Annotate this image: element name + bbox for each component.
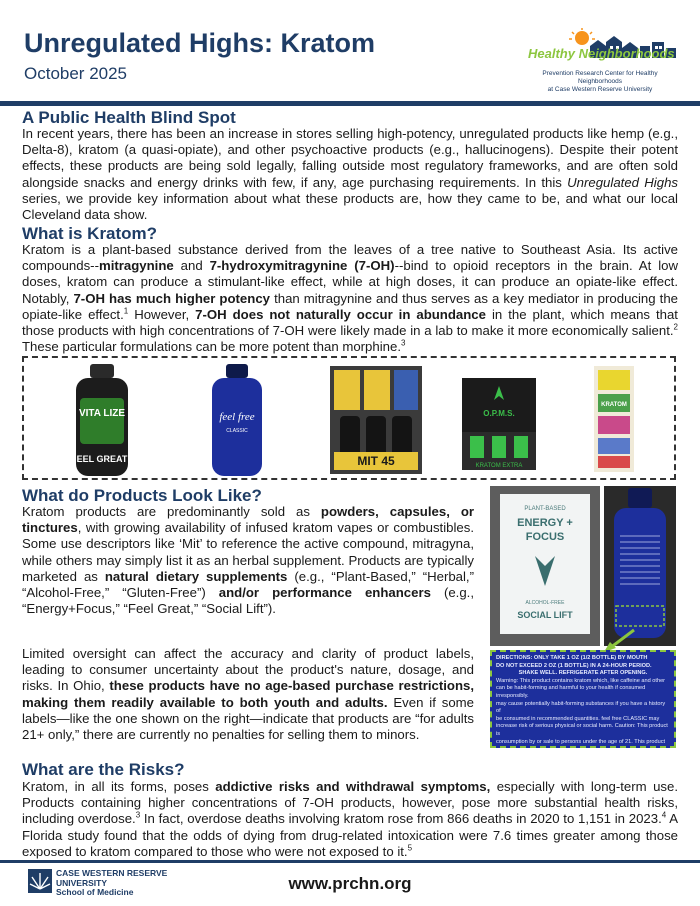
vita-lize-label: VITA LIZE: [78, 408, 126, 419]
section-text-blind-spot: In recent years, there has been an increase in stores selling high-potency, unregulated products like hemp (e.g., Delta-8), kratom (a quasi-opiate), and other psychoactive products (e.g., hallucinogens). Despite their potent effects, these products are being sold legally, falling outside most regulatory frameworks, and are often sold alongside snacks and energy drinks with few, if any, age purchasing requirements. In this Unregulated Highs series, we provide key information about what these products are, how they came to be, and what our local Cleveland data show.: [22, 126, 678, 223]
feel-great-label: EEL GREAT: [76, 454, 128, 464]
footer-divider: [0, 860, 700, 863]
feel-free-label: feel free: [219, 411, 255, 423]
website-link[interactable]: www.prchn.org: [288, 874, 412, 893]
section-text-risks: Kratom, in all its forms, poses addictive risks and withdrawal symptoms, especially with long-term use. Products containing higher concentrations of 7-OH products, however, pose more substantial health risks, including overdose.$^3$ In fact, overdose deaths involving kratom rose from 866 deaths in 2020 to 1,151 in 2023.$^4$ A Florida study found that the odds of dying from drug-related intoxication were 7.6 times greater among those exposed to kratom compared to those who were not exposed to it.$^5$: [22, 779, 679, 859]
social-lift-label: SOCIAL LIFT: [517, 610, 573, 620]
closeup-line: increase risk of serious physical or social harm. Caution: This product is: [496, 723, 668, 737]
plant-based-label: PLANT-BASED: [524, 506, 566, 512]
closeup-line: consumption by or sale to persons under the age of 21. This product: [496, 738, 666, 745]
closeup-line: SHAKE WELL. REFRIGERATE AFTER OPENING.: [518, 670, 648, 677]
section-heading-what-is-kratom: What is Kratom?: [22, 224, 158, 243]
page-title: Unregulated Highs: Kratom: [24, 28, 376, 58]
closeup-line: can be habit-forming and harmful to your health if consumed irresponsibly.: [496, 685, 646, 699]
opms-kratom-box-image: [458, 372, 540, 472]
focus-label: FOCUS: [525, 531, 565, 543]
warning-label-closeup: [490, 650, 676, 748]
energy-label: ENERGY +: [517, 517, 573, 529]
kratom-cards-image: [594, 366, 634, 472]
zoom-arrow-icon: [600, 628, 640, 652]
closeup-line: be consumed in recommended quantities. feel free CLASSIC may: [496, 715, 660, 722]
feel-free-bottle-back-photo: [604, 486, 676, 646]
classic-label: CLASSIC: [226, 428, 248, 434]
feel-free-bottle-image: [208, 364, 266, 476]
header-divider: [0, 101, 700, 106]
logo-subtitle: [520, 70, 680, 94]
closeup-line: Warning: This product contains kratom which, like caffeine and other: [496, 677, 666, 684]
alcohol-free-label: ALCOHOL-FREE: [525, 600, 565, 606]
section-text-labels-oversight: Limited oversight can affect the accuracy and clarity of product labels, leading to consumer uncertainty about the product's nature, dosage, and risks. In Ohio, these products have no age-based purchase restrictions, making them readily available to both youth and adults. Even if some labels—like the one shown on the right—indicate that products are “for adults 21+ only,” there are currently no penalties for selling them to minors.: [22, 646, 475, 743]
mit45-label: MIT 45: [357, 454, 395, 468]
closeup-line: may cause potentially habit-forming substances if you have a history of: [496, 700, 666, 715]
kratom-card-label: KRATOM: [601, 402, 627, 408]
opms-label: O.P.M.S.: [483, 409, 515, 418]
cwru-line-2: UNIVERSITY: [56, 877, 108, 888]
logo-subtitle-line-1: Prevention Research Center for Healthy Neighborhoods: [542, 70, 658, 85]
energy-focus-label-photo: [490, 486, 600, 646]
cwru-line-1: CASE WESTERN RESERVE: [56, 868, 168, 878]
section-text-what-is-kratom: Kratom is a plant-based substance derived from the leaves of a tree native to Southeast Asia. Its active compounds--mitragynine and 7-hydroxymitragynine (7-OH)--bind to opioid receptors in the brain. At low doses, kratom can produce a stimulant-like effect, while at high doses, it can produce an opiate-like effect. Notably, 7-OH has much higher potency than mitragynine and thus serves as a key mediator in producing the opiate-like effect.$^1$ However, 7-OH does not naturally occur in abundance in the plant, which means that those products with high concentrations of 7-OH were likely made in a lab to make it more economically salient.$^2$ These particular formulations can be more potent than morphine.$^3$: [22, 242, 678, 355]
logo-subtitle-line-2: at Case Western Reserve University: [547, 86, 653, 93]
section-heading-blind-spot: A Public Health Blind Spot: [22, 108, 236, 127]
section-heading-risks: What are the Risks?: [22, 760, 185, 779]
section-text-products-look: Kratom products are predominantly sold as powders, capsules, or tinctures, with growing availability of infused kratom vapes or combustibles. Some use descriptors like ‘Mit’ to reference the active compound, mitragyna, while others may simply list it as an herbal supplement. Products are typically marketed as natural dietary supplements (e.g., “Plant-Based,” “Herbal,” “Alcohol-Free,” “Gluten-Free”) and/or performance enhancers (e.g., “Energy+Focus,” “Feel Great,” “Social Lift”).: [22, 504, 475, 617]
closeup-line: DO NOT EXCEED 2 OZ (1 BOTTLE) IN A 24-HOUR PERIOD.: [496, 662, 652, 669]
cwru-line-3: School of Medicine: [56, 887, 134, 897]
section-heading-products-look: What do Products Look Like?: [22, 486, 262, 505]
kratom-extra-label: KRATOM EXTRA: [475, 463, 523, 469]
publication-date: October 2025: [24, 64, 128, 83]
vita-lize-bottle-image: [70, 364, 134, 476]
logo-word-healthy: Healthy Neighborhoods: [528, 46, 675, 61]
closeup-line: DIRECTIONS: ONLY TAKE 1 OZ (1/2 BOTTLE) BY MOUTH: [496, 655, 648, 661]
product-gallery: [22, 356, 676, 480]
mit45-display-image: [330, 366, 422, 474]
